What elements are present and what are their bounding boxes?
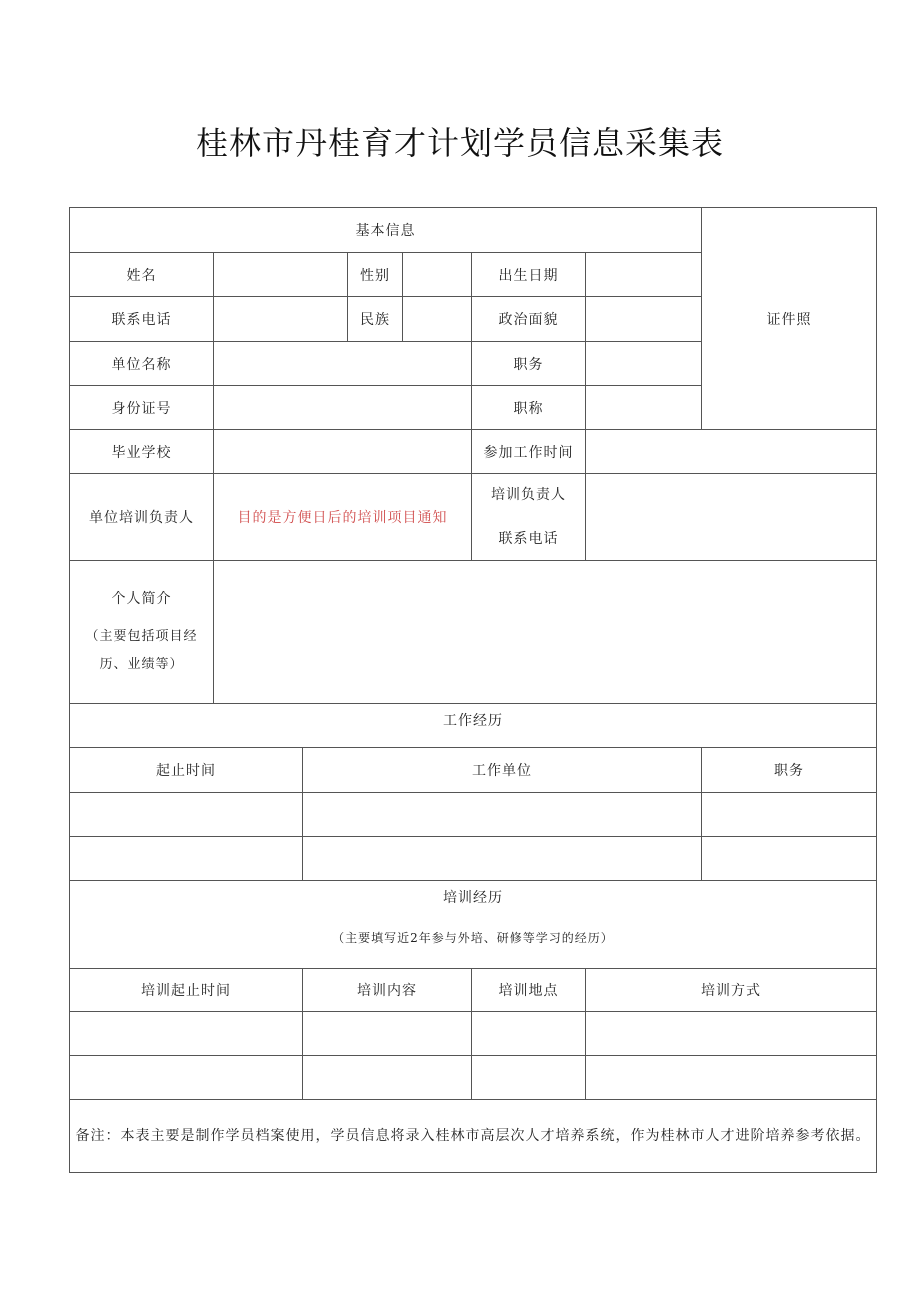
label-gender: 性别 <box>348 253 403 297</box>
label-profile-line1: 个人简介 <box>111 591 172 607</box>
label-training-lead: 单位培训负责人 <box>70 474 214 561</box>
remark-note: 备注：本表主要是制作学员档案使用，学员信息将录入桂林市高层次人才培养系统，作为桂林市人才进阶培养参考依据。 <box>70 1100 877 1173</box>
work-col-period: 起止时间 <box>70 748 303 793</box>
label-political-status: 政治面貌 <box>472 297 586 342</box>
training-row2-content[interactable] <box>303 1056 472 1100</box>
work-history-header: 工作经历 <box>70 704 877 748</box>
label-ethnicity: 民族 <box>348 297 403 342</box>
field-work-start[interactable] <box>586 430 877 474</box>
basic-info-header: 基本信息 <box>70 208 702 253</box>
training-col-content: 培训内容 <box>303 969 472 1012</box>
field-school[interactable] <box>214 430 472 474</box>
training-col-period: 培训起止时间 <box>70 969 303 1012</box>
label-id-number: 身份证号 <box>70 386 214 430</box>
training-row1-method[interactable] <box>586 1012 877 1056</box>
training-row2-method[interactable] <box>586 1056 877 1100</box>
training-row1-content[interactable] <box>303 1012 472 1056</box>
training-row2-location[interactable] <box>472 1056 586 1100</box>
training-row2-period[interactable] <box>70 1056 303 1100</box>
label-lead-contact <box>472 474 586 561</box>
field-employer[interactable] <box>214 342 472 386</box>
label-lead-contact-line2: 联系电话 <box>498 531 559 547</box>
field-position[interactable] <box>586 342 702 386</box>
field-gender[interactable] <box>403 253 472 297</box>
work-row1-period[interactable] <box>70 793 303 837</box>
field-title-rank[interactable] <box>586 386 702 430</box>
label-position: 职务 <box>472 342 586 386</box>
work-col-employer: 工作单位 <box>303 748 702 793</box>
field-ethnicity[interactable] <box>403 297 472 342</box>
label-profile <box>70 561 214 704</box>
training-history-header <box>70 881 877 969</box>
training-history-note: （主要填写近2年参与外培、研修等学习的经历） <box>332 931 614 945</box>
work-col-position: 职务 <box>702 748 877 793</box>
label-employer: 单位名称 <box>70 342 214 386</box>
work-row1-position[interactable] <box>702 793 877 837</box>
training-col-method: 培训方式 <box>586 969 877 1012</box>
info-form-table <box>69 207 877 1173</box>
training-col-location: 培训地点 <box>472 969 586 1012</box>
training-row1-location[interactable] <box>472 1012 586 1056</box>
label-school: 毕业学校 <box>70 430 214 474</box>
field-political-status[interactable] <box>586 297 702 342</box>
label-profile-line3: 历、业绩等） <box>99 657 184 672</box>
label-title-rank: 职称 <box>472 386 586 430</box>
training-row1-period[interactable] <box>70 1012 303 1056</box>
label-work-start: 参加工作时间 <box>472 430 586 474</box>
work-row2-employer[interactable] <box>303 837 702 881</box>
field-id-number[interactable] <box>214 386 472 430</box>
work-row2-period[interactable] <box>70 837 303 881</box>
field-phone[interactable] <box>214 297 348 342</box>
work-row2-position[interactable] <box>702 837 877 881</box>
label-birth-date: 出生日期 <box>472 253 586 297</box>
label-lead-contact-line1: 培训负责人 <box>491 487 566 503</box>
field-profile[interactable] <box>214 561 877 704</box>
label-name: 姓名 <box>70 253 214 297</box>
label-phone: 联系电话 <box>70 297 214 342</box>
field-lead-contact[interactable] <box>586 474 877 561</box>
label-profile-line2: （主要包括项目经 <box>85 629 198 644</box>
field-birth-date[interactable] <box>586 253 702 297</box>
field-name[interactable] <box>214 253 348 297</box>
training-history-title: 培训经历 <box>443 890 503 906</box>
form-title: 桂林市丹桂育才计划学员信息采集表 <box>195 124 724 162</box>
photo-box[interactable]: 证件照 <box>702 208 877 430</box>
work-row1-employer[interactable] <box>303 793 702 837</box>
field-training-lead-hint[interactable]: 目的是方便日后的培训项目通知 <box>214 474 472 561</box>
